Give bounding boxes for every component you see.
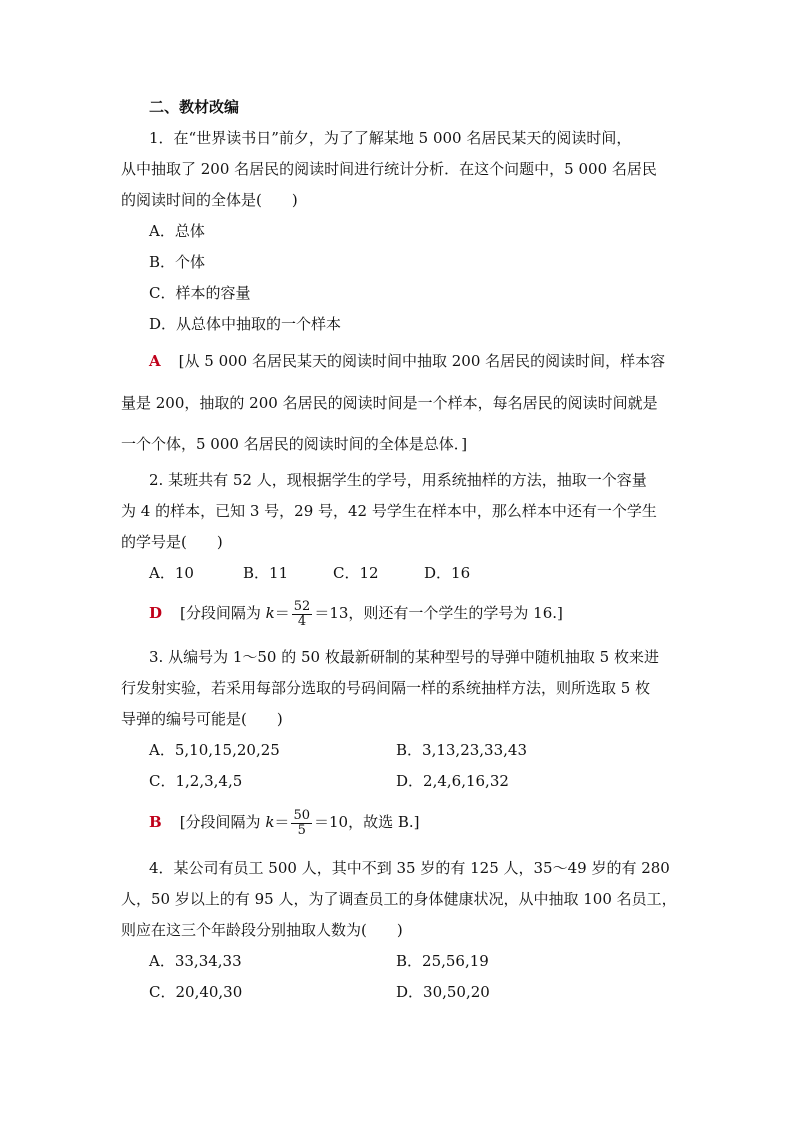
q2-frac-num: 52 [293,598,311,614]
q3-answer-line [149,807,419,838]
q3-expl-var: k [265,813,275,831]
q3-option-b: B．3,13,23,33,43 [396,741,527,759]
q1-option-b: B．个体 [149,253,206,271]
q1-stem-line-3: 的阅读时间的全体是( ) [121,191,298,209]
q3-frac-den: 5 [297,822,306,838]
q1-answer: A [149,352,161,370]
q3-expl-eq: ＝ [274,813,290,831]
q2-option-c: C．12 [333,564,379,582]
q4-stem-line-1: 4．某公司有员工 500 人，其中不到 35 岁的有 125 人，35～49 岁的有 280 [149,859,670,877]
q1-option-a: A．总体 [149,222,205,240]
q2-answer: D [149,604,163,622]
q3-stem-line-2: 行发射实验，若采用每部分选取的号码间隔一样的系统抽样方法，则所选取 5 枚 [121,679,651,697]
q2-stem-line-3: 的学号是( ) [121,533,223,551]
q4-stem-line-2: 人，50 岁以上的有 95 人，为了调查员工的身体健康状况，从中抽取 100 名员工， [121,890,677,908]
q3-option-c: C．1,2,3,4,5 [149,772,243,790]
q1-explanation-line-2: 量是 200，抽取的 200 名居民的阅读时间是一个样本，每名居民的阅读时间就是 [121,394,658,412]
q3-stem-line-3: 导弹的编号可能是( ) [121,710,283,728]
q3-option-a: A．5,10,15,20,25 [149,741,280,759]
q2-expl-suffix: ＝13，则还有一个学生的学号为 16.] [314,604,563,622]
q4-option-b: B．25,56,19 [396,952,489,970]
section-title: 二、教材改编 [149,98,240,116]
q3-frac-num: 50 [293,807,310,823]
q2-option-d: D．16 [424,564,471,582]
q4-option-d: D．30,50,20 [396,983,490,1001]
q2-expl-var: k [265,604,275,622]
q2-fraction [292,600,313,629]
q3-expl-prefix: [分段间隔为 [179,813,261,831]
q2-stem-line-1: 2. 某班共有 52 人，现根据学生的学号，用系统抽样的方法，抽取一个容量 [149,471,647,489]
q2-expl-eq: ＝ [274,604,290,622]
q2-stem-line-2: 为 4 的样本，已知 3 号，29 号，42 号学生在样本中，那么样本中还有一个学生 [121,502,657,520]
q3-answer: B [149,813,162,831]
q3-option-d: D．2,4,6,16,32 [396,772,509,790]
q1-stem-line-1: 1．在“世界读书日”前夕，为了了解某地 5 000 名居民某天的阅读时间， [149,129,632,147]
q2-option-a: A．10 [149,564,194,582]
q2-option-b: B．11 [243,564,289,582]
q2-expl-prefix: [分段间隔为 [180,604,261,622]
q1-explanation-line-1: [从 5 000 名居民某天的阅读时间中抽取 200 名居民的阅读时间，样本容 [178,352,666,370]
q4-stem-line-3: 则应在这三个年龄段分别抽取人数为( ) [121,921,403,939]
q3-expl-suffix: ＝10，故选 B.] [313,813,420,831]
q1-explanation-line-3: 一个个体，5 000 名居民的阅读时间的全体是总体．] [121,435,468,453]
q1-option-d: D．从总体中抽取的一个样本 [149,315,342,333]
q3-stem-line-1: 3. 从编号为 1～50 的 50 枚最新研制的某种型号的导弹中随机抽取 5 枚来进 [149,648,659,666]
q4-option-a: A．33,34,33 [149,952,242,970]
q1-answer-line [149,351,665,371]
q2-frac-den: 4 [297,613,307,629]
q1-option-c: C．样本的容量 [149,284,251,302]
q3-fraction [291,809,312,838]
q2-answer-line [149,598,563,629]
q4-option-c: C．20,40,30 [149,983,243,1001]
q1-stem-line-2: 从中抽取了 200 名居民的阅读时间进行统计分析．在这个问题中，5 000 名居民 [121,160,657,178]
